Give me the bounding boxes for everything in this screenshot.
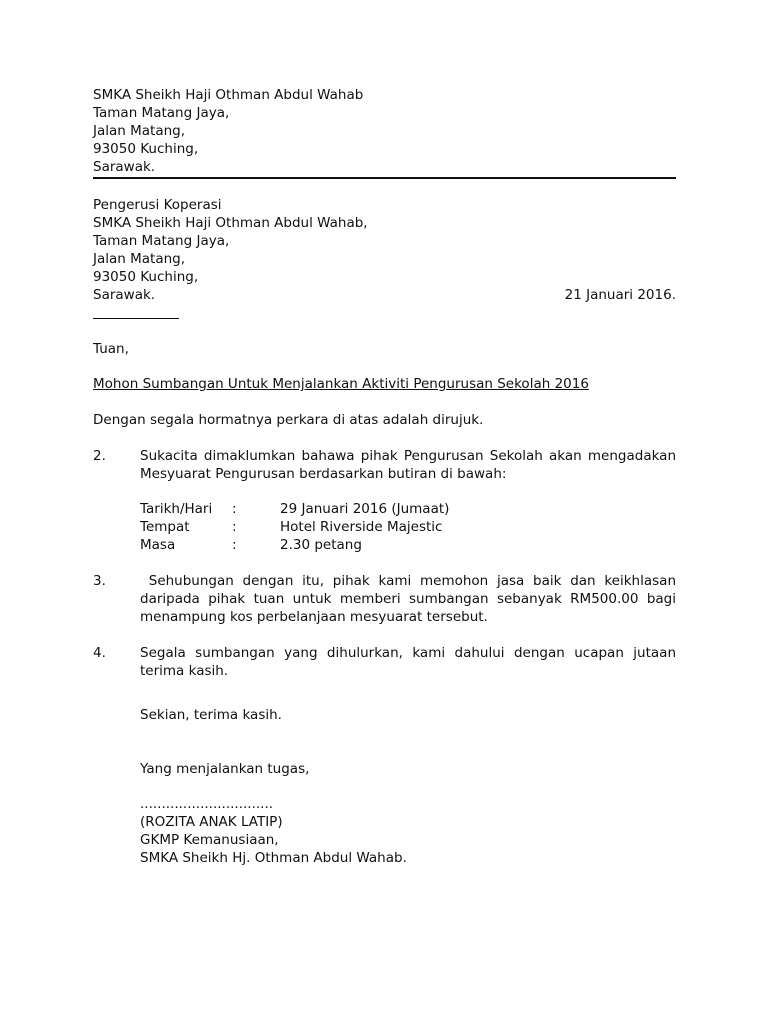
detail-separator: :	[232, 501, 237, 517]
sign-off: Yang menjalankan tugas,	[140, 761, 310, 777]
paragraph-3-text: Sehubungan dengan itu, pihak kami memohon jasa baik dan keikhlasan daripada pihak tuan untuk memberi sumbangan sebanyak RM500.00 bagi menampung kos perbelanjaan mesyuarat tersebut.	[140, 573, 676, 625]
intro-paragraph: Dengan segala hormatnya perkara di atas adalah dirujuk.	[93, 412, 484, 428]
detail-label: Tempat	[140, 519, 190, 535]
recipient-line: Sarawak.	[93, 287, 156, 303]
paragraph-number: 4.	[93, 645, 106, 661]
detail-value: Hotel Riverside Majestic	[280, 519, 443, 535]
signature-line: ...............................	[140, 796, 274, 812]
detail-value: 2.30 petang	[280, 537, 362, 553]
paragraph-number: 3.	[93, 573, 106, 589]
paragraph-4-text: Segala sumbangan yang dihulurkan, kami dahului dengan ucapan jutaan terima kasih.	[140, 645, 676, 679]
recipient-line: Jalan Matang,	[93, 251, 186, 267]
recipient-line: Taman Matang Jaya,	[93, 233, 230, 249]
detail-separator: :	[232, 519, 237, 535]
detail-separator: :	[232, 537, 237, 553]
sender-line: Jalan Matang,	[93, 123, 186, 139]
signatory-school: SMKA Sheikh Hj. Othman Abdul Wahab.	[140, 850, 407, 866]
detail-label: Masa	[140, 537, 176, 553]
subject-line: Mohon Sumbangan Untuk Menjalankan Aktiviti Pengurusan Sekolah 2016	[93, 376, 589, 392]
paragraph-number: 2.	[93, 448, 106, 464]
recipient-line: Pengerusi Koperasi	[93, 197, 222, 213]
recipient-line: SMKA Sheikh Haji Othman Abdul Wahab,	[93, 215, 368, 231]
detail-value: 29 Januari 2016 (Jumaat)	[280, 501, 450, 517]
header-divider	[93, 177, 676, 179]
sender-line: Taman Matang Jaya,	[93, 105, 230, 121]
signatory-title: GKMP Kemanusiaan,	[140, 832, 279, 848]
recipient-divider	[93, 318, 179, 319]
sender-line: SMKA Sheikh Haji Othman Abdul Wahab	[93, 87, 364, 103]
detail-label: Tarikh/Hari	[140, 501, 213, 517]
sender-line: 93050 Kuching,	[93, 141, 199, 157]
signatory-name: (ROZITA ANAK LATIP)	[140, 814, 283, 830]
salutation: Tuan,	[93, 341, 129, 357]
sender-line: Sarawak.	[93, 159, 156, 175]
closing-text: Sekian, terima kasih.	[140, 707, 282, 723]
paragraph-2-text: Sukacita dimaklumkan bahawa pihak Pengurusan Sekolah akan mengadakan Mesyuarat Pengurusan berdasarkan butiran di bawah:	[140, 448, 676, 482]
letter-date: 21 Januari 2016.	[564, 287, 676, 303]
recipient-line: 93050 Kuching,	[93, 269, 199, 285]
